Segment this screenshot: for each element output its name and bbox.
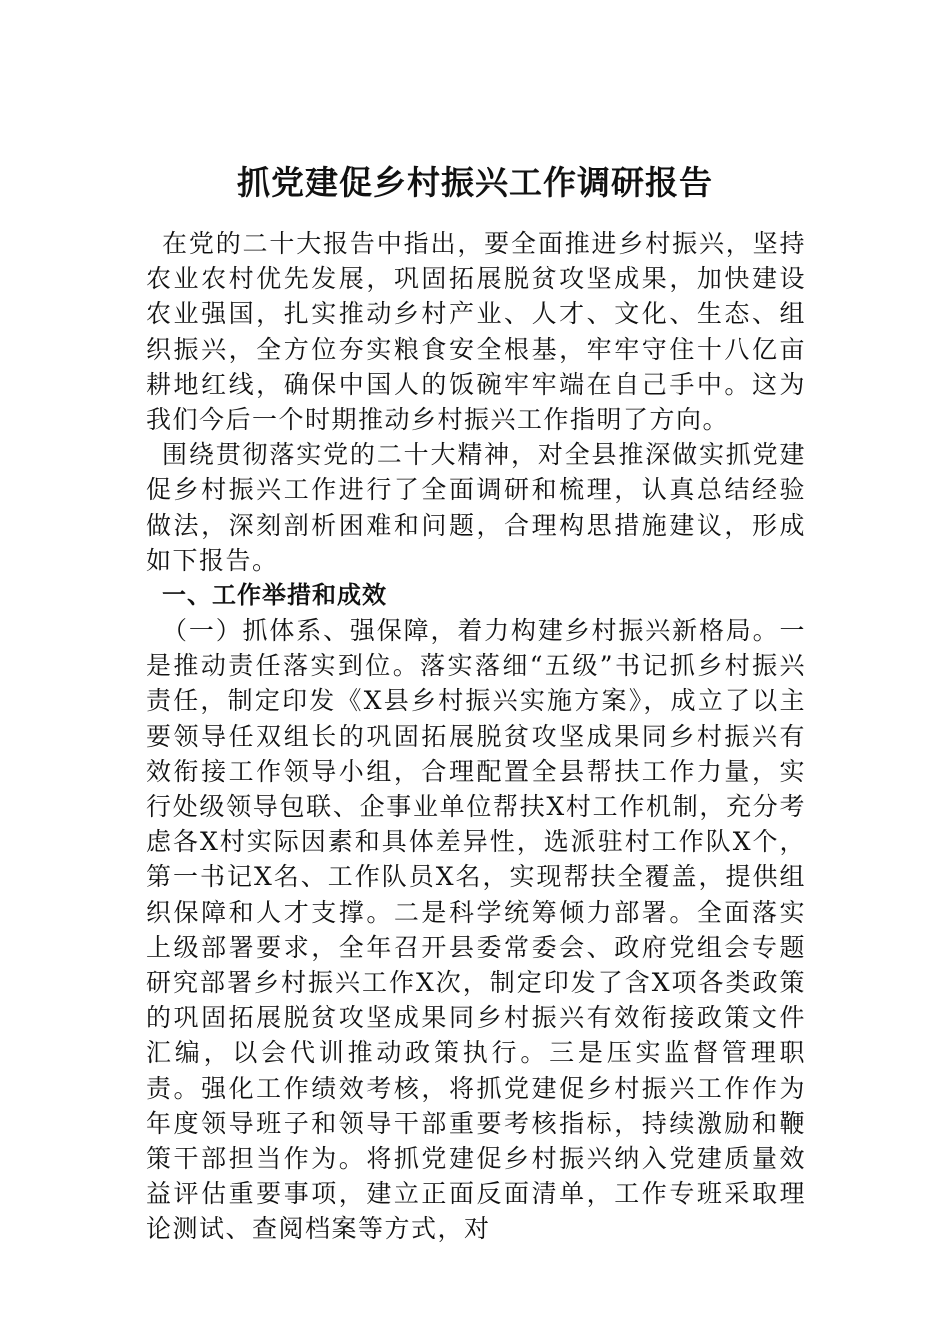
intro-paragraph-1: 在党的二十大报告中指出，要全面推进乡村振兴，坚持农业农村优先发展，巩固拓展脱贫攻坚成果，加快建设农业强国，扎实推动乡村产业、人才、文化、生态、组织振兴，全方位夯实粮食安全根基，牢牢守住十八亿亩耕地红线，确保中国人的饭碗牢牢端在自己手中。这为我们今后一个时期推动乡村振兴工作指明了方向。: [146, 229, 806, 435]
section-paragraph: （一）抓体系、强保障，着力构建乡村振兴新格局。一是推动责任落实到位。落实落细“五级”书记抓乡村振兴责任，制定印发《X县乡村振兴实施方案》，成立了以主要领导任双组长的巩固拓展脱贫攻坚成果同乡村振兴有效衔接工作领导小组，合理配置全县帮扶工作力量，实行处级领导包联、企事业单位帮扶X村工作机制，充分考虑各X村实际因素和具体差异性，选派驻村工作队X个，第一书记X名、工作队员X名，实现帮扶全覆盖，提供组织保障和人才支撑。二是科学统筹倾力部署。全面落实上级部署要求，全年召开县委常委会、政府党组会专题研究部署乡村振兴工作X次，制定印发了含X项各类政策的巩固拓展脱贫攻坚成果同乡村振兴有效衔接政策文件汇编，以会代训推动政策执行。三是压实监督管理职责。强化工作绩效考核，将抓党建促乡村振兴工作作为年度领导班子和领导干部重要考核指标，持续激励和鞭策干部担当作为。将抓党建促乡村振兴纳入党建质量效益评估重要事项，建立正面反面清单，工作专班采取理论测试、查阅档案等方式，对: [146, 616, 806, 1244]
document-title: 抓党建促乡村振兴工作调研报告: [237, 163, 713, 202]
document-body: [146, 226, 806, 1247]
section-heading: 一、工作举措和成效: [162, 581, 387, 610]
intro-paragraph-2: 围绕贯彻落实党的二十大精神，对全县推深做实抓党建促乡村振兴工作进行了全面调研和梳理，认真总结经验做法，深刻剖析困难和问题，合理构思措施建议，形成如下报告。: [146, 440, 806, 575]
